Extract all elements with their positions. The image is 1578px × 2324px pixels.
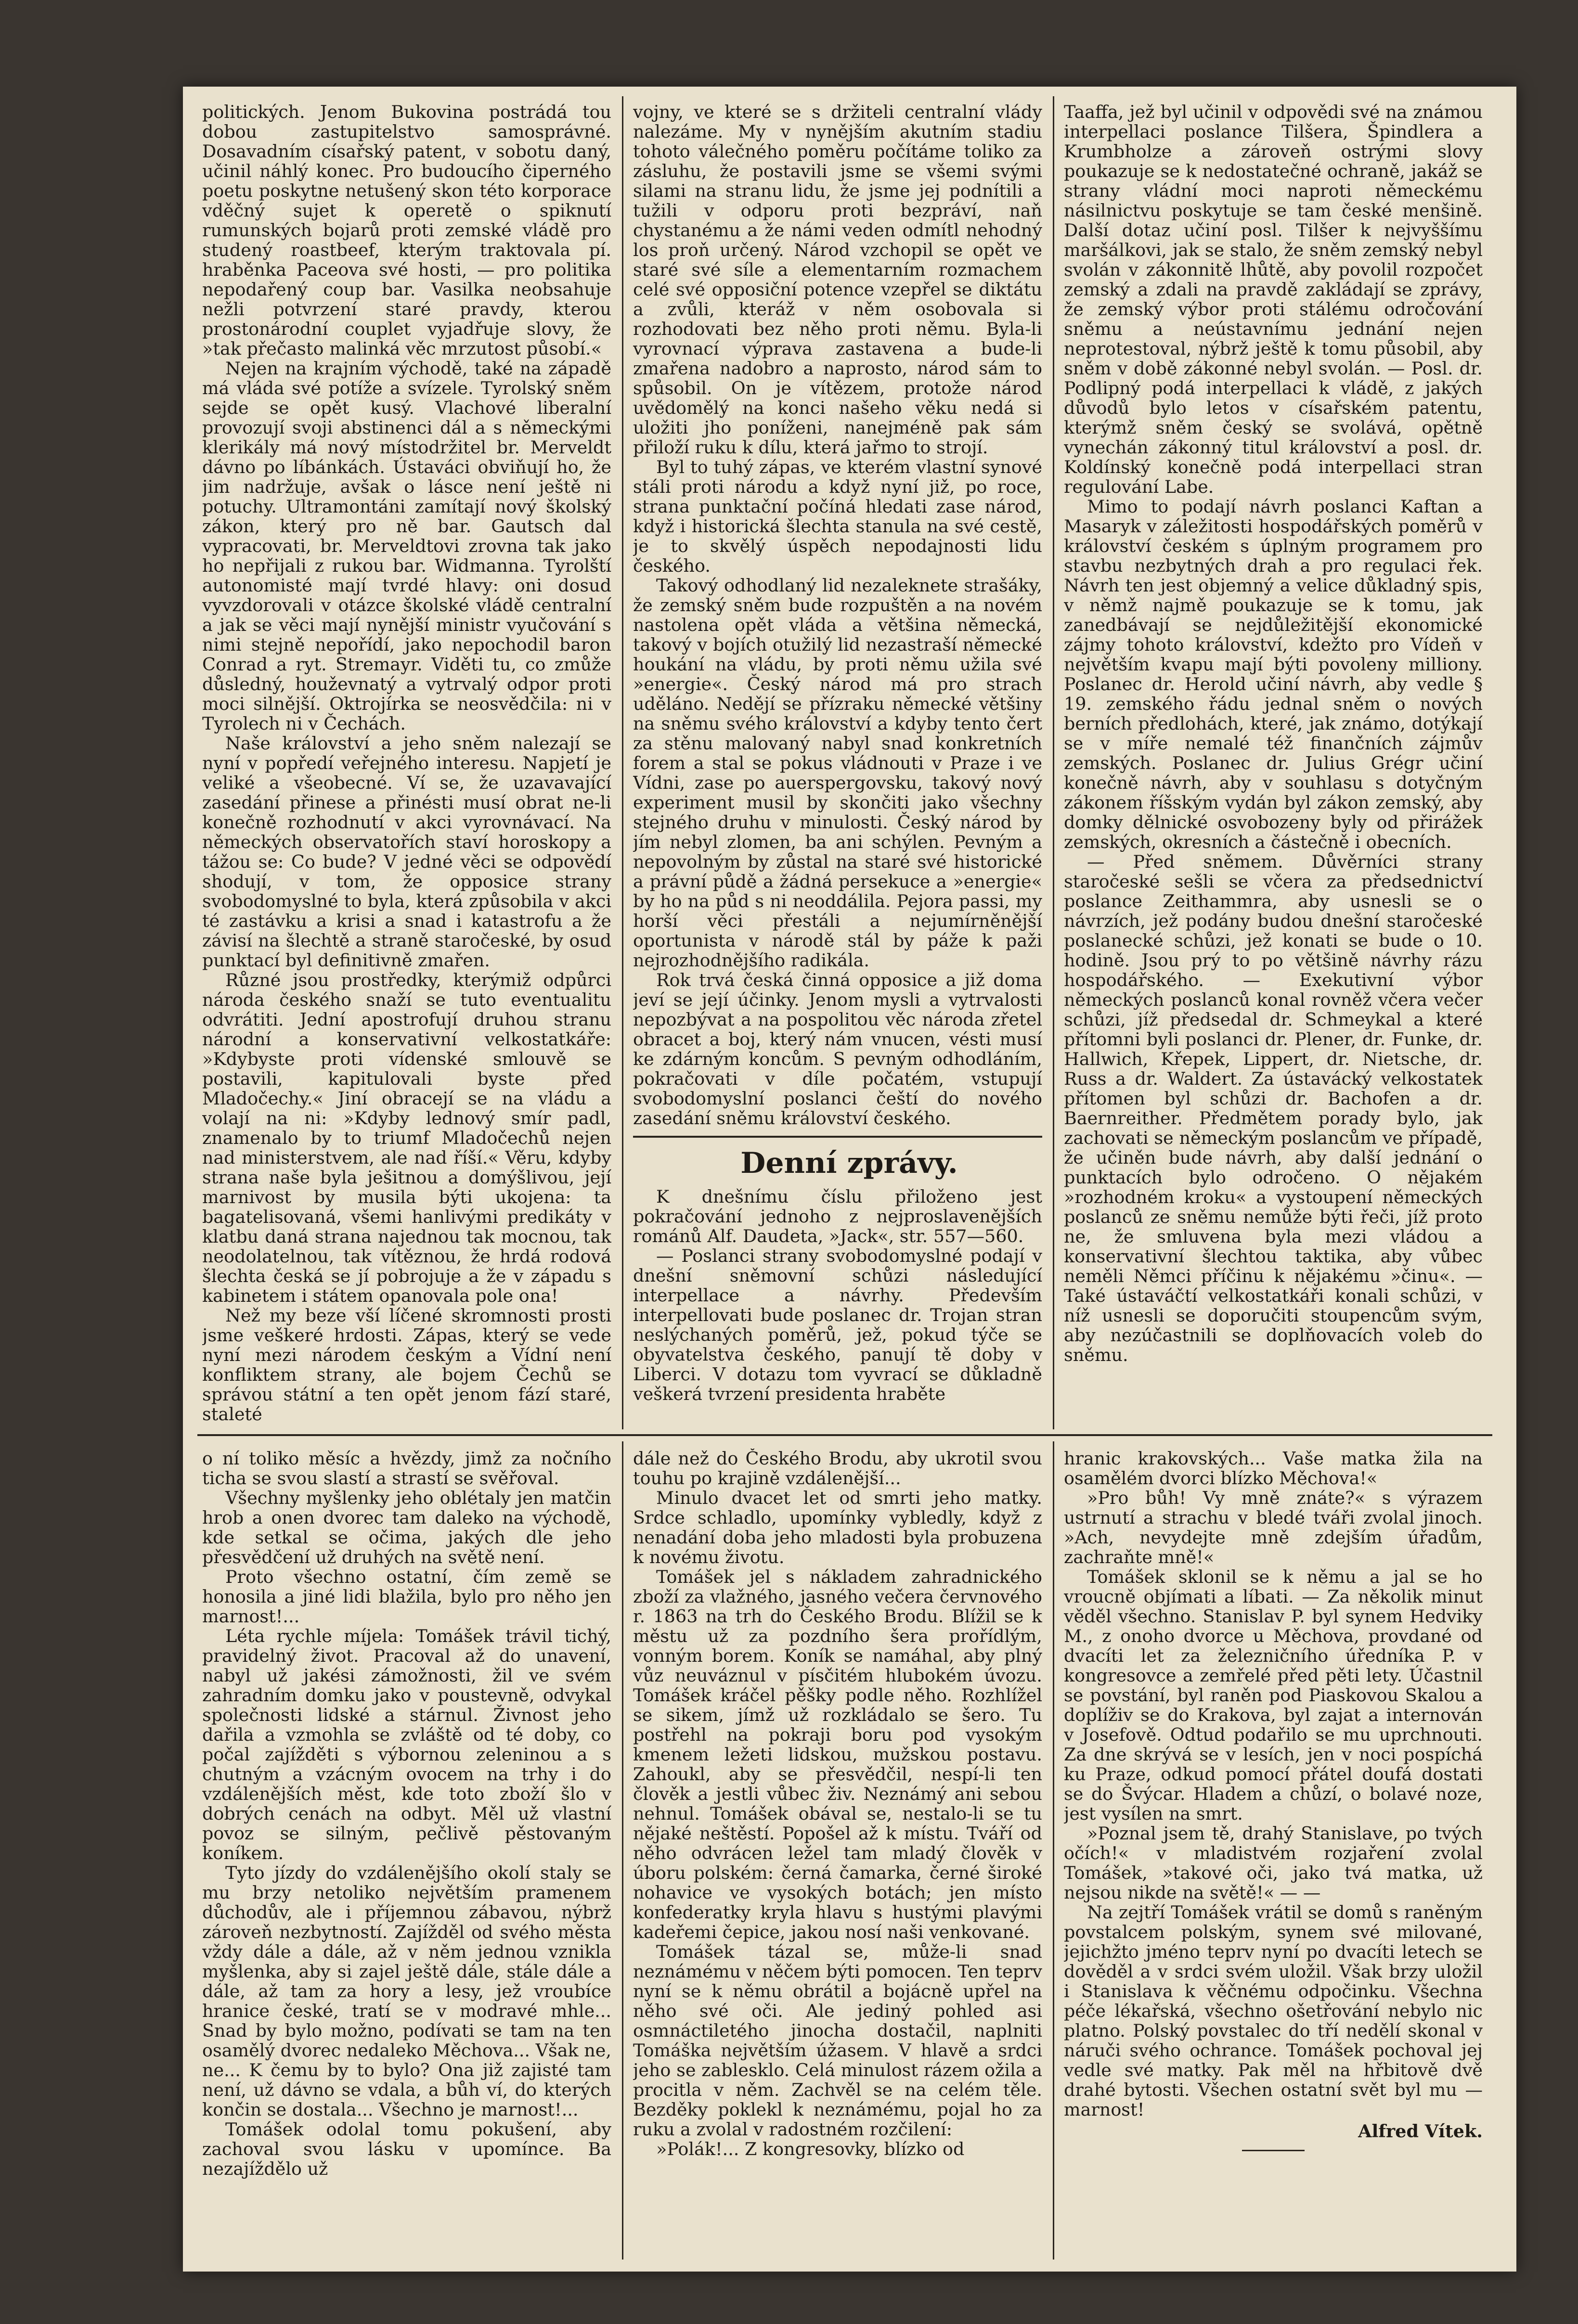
column-divider	[1053, 1441, 1054, 2260]
paragraph: Rok trvá česká činná opposice a již doma jeví se její účinky. Jenom mysli a vytrvalosti nepozbývat a na pospolitou věc národa zřetel obracet a boj, který nám vnucen, vésti musí ke zdárným koncům. S pevným odhodláním, pokračovati v díle počatém, vstupují svobodomyslní poslanci čeští do nového zasedání sněmu království českého.	[633, 970, 1042, 1129]
column-divider	[1053, 96, 1054, 1429]
paragraph: — Poslanci strany svobodomyslné podají v dnešní sněmovní schůzi následující interpellace a návrhy. Především interpellovati bude poslanec dr. Trojan stran neslýchaných poměrů, jež, pokud týče se obyvatelstva českého, panují tě doby v Liberci. V dotazu tom vyvrací se důkladně veškerá tvrzení presidenta hraběte	[633, 1245, 1042, 1404]
column-top-1	[202, 102, 611, 1428]
end-rule	[1242, 2150, 1305, 2151]
paragraph: Všechny myšlenky jeho oblétaly jen matčin hrob a onen dvorec tam daleko na východě, kde setkal se očima, jakých dle jeho přesvědčení už druhých na světě není.	[202, 1488, 611, 1567]
newspaper-page	[183, 87, 1516, 2272]
feuilleton-divider	[197, 1434, 1492, 1436]
paragraph: Než my beze vší líčené skromnosti prosti jsme veškeré hrdosti. Zápas, který se vede nyní mezi národem českým a Vídní není konfliktem strany, ale bojem Čechů se správou státní a ten opět jenom fází staré, staleté	[202, 1305, 611, 1425]
column-divider	[622, 96, 623, 1429]
paragraph: Takový odhodlaný lid nezaleknete strašáky, že zemský sněm bude rozpuštěn a na novém nastolena opět vláda a většina německá, takový v bojích otužilý lid nezastraší německé houkání na vládu, by proti němu užila své »energie«. Český národ má pro strach uděláno. Nedějí se přízraku německé většiny na sněmu svého království a kdyby tento čert za stěnu malovaný nabyl snad konkretních forem a stal se pokus vládnouti v Praze i ve Vídni, zase po auerspergovsku, takový nový experiment musil by skončiti jako všechny stejného druhu v minulosti. Český národ by jím nebyl zlomen, ba ani schýlen. Pevným a nepovolným by zůstal na staré své historické a právní půdě a žádná persekuce a »energie« by ho na půd s ni neoddálila. Pejora passi, my horší věci přestáli a nejumírněnější oportunista v národě stál by páže k paži nejrozhodnějšího radikála.	[633, 575, 1042, 971]
paragraph: Taaffa, jež byl učinil v odpovědi své na známou interpellaci poslance Tilšera, Špindlera a Krumbholze a zároveň ostrými slovy poukazuje se k nedostatečné ochraně, jakáž se strany vládní moci naproti německému násilnictvu poskytuje se tam české menšině. Další dotaz učiní posl. Tilšer k nejvyššímu maršálkovi, jak se stalo, že sněm zemský nebyl svolán v zákonnitě lhůtě, aby povolil rozpočet zemský a zdali na pravdě zakládají se zprávy, že zemský výbor proti stálému odročování sněmu a neústavnímu jednání nejen neprotestoval, nýbrž ještě k tomu působil, aby sněm v době zákonné nebyl svolán. — Posl. dr. Podlipný podá interpellaci k vládě, z jakých důvodů bylo letos v císařském patentu, kterýmž sněm český se svolává, opětně vynechán zákonný titul království a posl. dr. Koldínský konečně podá interpellaci stran regulování Labe.	[1064, 102, 1483, 497]
paragraph: vojny, ve které se s držiteli centralní vlády nalezáme. My v nynějším akutním stadiu tohoto válečného poměru počítáme toliko za zásluhu, že postavili jsme se všemi svými silami na stranu lidu, že jsme jej podnítili a tužili v odporu proti bezpráví, naň chystanému a že námi veden odmítl nehodný los proň určený. Národ vzchopil se opět ve staré své síle a elementarním rozmachem celé své opposiční potence vzepřel se diktátu a zvůli, kteráž v něm osobovala si rozhodovati bez něho proti němu. Byla-li vyrovnací výprava zastavena a bude-li zmařena nadobro a naprosto, národ sám to spůsobil. On je vítězem, protože národ uvědomělý na konci našeho věku nedá si uložiti jho poníženi, nanejméně pak sám přiloží ruku k dílu, která jařmo to strojí.	[633, 102, 1042, 458]
column-divider	[622, 1441, 623, 2260]
paragraph: »Polák!... Z kongresovky, blízko od	[656, 2139, 965, 2159]
paragraph: »Pro bůh! Vy mně znáte?« s výrazem ustrnutí a strachu v bledé tváři zvolal jinoch. »Ach, nevydejte mně zdejším úřadům, zachraňte mně!«	[1064, 1488, 1483, 1567]
paragraph: Tomášek tázal se, může-li snad neznámému v něčem býti pomocen. Ten teprv nyní se k němu obrátil a bojácně upřel na něho své oči. Ale jediný pohled asi osmnáctiletého jinocha dostačil, naplniti Tomáška největším úžasem. V hlavě a srdci jeho se zablesklo. Celá minulost rázem ožila a procitla v něm. Zachvěl se na celém těle. Bezděky poklekl k neznámému, pojal ho za ruku a zvolal v radostném rozčilení:	[633, 1941, 1042, 2140]
column-top-3	[1064, 102, 1483, 1428]
paragraph: Naše království a jeho sněm nalezají se nyní v popředí veřejného interesu. Napjetí je veliké a všeobecné. Ví se, že uzavavající zasedání přinese a přinésti musí obrat ne-li konečně rozhodnutí v akci vyrovnávací. Na německých observatořích staví horoskopy a tážou se: Co bude? V jedné věci se odpovědí shodují, v tom, že opposice strany svobodomyslné to byla, která způsobila v akci té zastávku a krisi a snad i katastrofu a že závisí na šlechtě a straně staročeské, by osud punktací byl definitivně zmařen.	[202, 733, 611, 971]
column-bottom-3	[1064, 1449, 1483, 2257]
paragraph: Tomášek odolal tomu pokušení, aby zachoval svou lásku v upomínce. Ba nezajíždělo už	[202, 2119, 611, 2179]
paragraph: Tomášek sklonil se k němu a jal se ho vroucně objímati a líbati. — Za několik minut věděl všechno. Stanislav P. byl synem Hedviky M., z onoho dvorce u Měchova, provdané od dvacíti let za železničního úředníka P. v kongresovce a zemřelé před pěti lety. Účastnil se povstání, byl raněn pod Piaskovou Skalou a doplíživ se do Krakova, byl zajat a internován v Josefově. Odtud podařilo se mu uprchnouti. Za dne skrývá se v lesích, jen v noci pospíchá ku Praze, odkud pomocí přátel doufá dostati se do Švýcar. Hladem a chůzí, o bolavé noze, jest vysílen na smrt.	[1064, 1566, 1483, 1824]
column-bottom-2	[633, 1449, 1042, 2257]
author-signature: Alfred Vítek.	[1358, 2121, 1483, 2142]
paragraph: Nejen na krajním východě, také na západě má vláda své potíže a svízele. Tyrolský sněm sejde se opět kusý. Vlachové liberalní provozují svoji abstinenci dál a s německými klerikály má nový místodržitel br. Merveldt dávno po líbánkách. Ústaváci obviňují ho, že jim nadržuje, avšak o lásce není ještě ni potuchy. Ultramontáni zamítají nový školský zákon, který pro ně bar. Gautsch dal vypracovati, br. Merveldtovi zrovna tak jako ho nepřijali z rukou bar. Widmanna. Tyrolští autonomisté mají tvrdé hlavy: oni dosud vyvzdorovali v otázce školské vládě centralní a jak se věci mají nynější ministr vyučování s nimi stejně nepořídí, jako nepochodil baron Conrad a ryt. Stremayr. Viděti tu, co zmůže důsledný, houževnatý a vytrvalý odpor proti moci silnější. Oktrojírka se neosvědčila: ni v Tyrolech ni v Čechách.	[202, 358, 611, 734]
paragraph: K dnešnímu číslu přiloženo jest pokračování jednoho z nejproslavenějších románů Alf. Daudeta, »Jack«, str. 557—560.	[633, 1186, 1042, 1246]
paragraph: Na zejtří Tomášek vrátil se domů s raněným povstalcem polským, synem své milované, jejichžto jméno teprv nyní po dvacíti letech se dověděl a v srdci svém uložil. Však brzy uložil i Stanislava k věčnému odpočinku. Všechna péče lékařská, všechno ošetřování nebylo nic platno. Polský povstalec do tří nedělí skonal v náruči svého ochrance. Tomášek pochoval jej vedle své matky. Pak měl na hřbitově dvě drahé bytosti. Všechen ostatní svět byl mu — marnost!	[1064, 1902, 1483, 2120]
paragraph: Různé jsou prostředky, kterýmiž odpůrci národa českého snaží se tuto eventualitu odvrátiti. Jední apostrofují druhou stranu národní a konservativní velkostatkáře: »Kdybyste proti vídenské smlouvě se postavili, kapitulovali byste před Mladočechy.« Jiní obracejí se na vládu a volají na ni: »Kdyby lednový smír padl, znamenalo by to triumf Mladočechů nejen nad ministerstvem, ale nad říší.« Věru, kdyby strana naše byla ješitnou a domýšlivou, její marnivost by musila býti ukojena: ta bagatelisovaná, všemi hanlivými predikáty v klatbu daná strana najednou tak mocnou, tak neodolatelnou, tak vítěznou, že hrdá rodová šlechta česká se jí pobrojuje a že v západu s kabinetem i státem opanovala pole ona!	[202, 970, 611, 1306]
column-bottom-1	[202, 1449, 611, 2257]
paragraph: Minulo dvacet let od smrti jeho matky. Srdce schladlo, upomínky vybledly, když z nenadání doba jeho mladosti byla probuzena k novému životu.	[633, 1488, 1042, 1567]
paragraph: — Před sněmem. Důvěrníci strany staročeské sešli se včera za předsednictví poslance Zeithammra, aby usnesli se o návrzích, jež podány budou dnešní staročeské poslanecké schůzi, jež konati se bude o 10. hodině. Jsou prý to po většině návrhy rázu hospodářského. — Exekutivní výbor německých poslanců konal rovněž včera večer schůzi, jíž předsedal dr. Schmeykal a které přítomni byli poslanci dr. Plener, dr. Funke, dr. Hallwich, Křepek, Lippert, dr. Nietsche, dr. Russ a dr. Waldert. Za ústavácký velkostatek přítomen byl schůzi dr. Bachofen a dr. Baernreither. Předmětem porady bylo, jak zachovati se německým poslancům ve případě, že učiněn bude návrh, aby další jednání o punktacích bylo odročeno. O nějakém »rozhodném kroku« a vystoupení německých poslanců ze sněmu nemůže býti řeči, jíž proto ne, že smluvena byla mezi vládou a konservativní šlechtou taktika, aby vůbec neměli Němci příčinu k nějakému »činu«. — Také ústaváčtí velkostatkáři konali schůzi, v níž usnesli se doporučiti stoupencům svým, aby nezúčastnili se doplňovacích voleb do sněmu.	[1064, 851, 1483, 1365]
paragraph: Proto všechno ostatní, čím země se honosila a jiné lidi blažila, bylo pro něho jen marnost!...	[202, 1566, 611, 1627]
paragraph: hranic krakovských... Vaše matka žila na osamělém dvorci blízko Měchova!«	[1064, 1449, 1483, 1489]
paragraph: politických. Jenom Bukovina postrádá tou dobou zastupitelstvo samosprávné. Dosavadním císařský patent, v sobotu daný, učinil náhlý konec. Pro budoucího čiperného poetu poskytne netušený skon této korporace vděčný sujet k operetě o spiknutí rumunských bojarů proti zemské vládě pro studený roastbeef, kterým traktovala pí. hraběnka Paceova své hosti, — pro politika nepodařený coup bar. Vasilka neobsahuje nežli potvrzení staré pravdy, kterou prostonárodní couplet vyjadřuje slovy, že »tak přečasto malinká věc mrzutost působí.«	[202, 102, 611, 359]
paragraph: »Poznal jsem tě, drahý Stanislave, po tvých očích!« v mladistvém rozjaření zvolal Tomášek, »takové oči, jako tvá matka, už nejsou nikde na světě!« — —	[1064, 1823, 1483, 1903]
section-heading: Denní zprávy.	[740, 1146, 958, 1180]
paragraph: Léta rychle míjela: Tomášek trávil tichý, pravidelný život. Pracoval až do unavení, nabyl už jakési zámožnosti, žil ve svém zahradním domku jako v poustevně, odvykal společnosti lidské a stárnul. Živnost jeho dařila a vzmohla se zvláště od té doby, co počal zajížděti s výbornou zeleninou a s chutným a vzácným ovocem na trhy i do vzdálenějších měst, kde toto zboží šlo v dobrých cenách na odbyt. Měl už vlastní povoz se silným, pečlivě pěstovaným koníkem.	[202, 1626, 611, 1863]
paragraph: Mimo to podají návrh poslanci Kaftan a Masaryk v záležitosti hospodářských poměrů v království českém s úplným programem pro stavbu nezbytných drah a pro regulaci řek. Návrh ten jest objemný a velice důkladný spis, v němž najmě poukazuje se k tomu, jak zanedbávají se nejdůležitější ekonomické zájmy tohoto království, kdežto pro Vídeň v největším kvapu mají býti povoleny milliony. Poslanec dr. Herold učiní návrh, aby vedle § 19. zemského řádu jednal sněm o nových berních předlohách, které, jak známo, dotýkají se v míře nemalé též finančních zájmův zemských. Poslanec dr. Julius Grégr učiní konečně návrh, aby v souhlasu s dotyčným zákonem říšským vydán byl zákon zemský, aby domky dělnické osvobozeny byly od přirážek zemských, okresních a částečně i obecních.	[1064, 496, 1483, 852]
paragraph: dále než do Českého Brodu, aby ukrotil svou touhu po krajině vzdálenější...	[633, 1449, 1042, 1489]
paragraph: Byl to tuhý zápas, ve kterém vlastní synové stáli proti národu a když nyní již, po roce, strana punktační počíná hledati zase národ, když i historická šlechta stanula na své cestě, je to skvělý úspěch nepodajnosti lidu českého.	[633, 457, 1042, 576]
paragraph: o ní toliko měsíc a hvězdy, jimž za nočního ticha se svou slastí a strastí se svěřoval.	[202, 1449, 611, 1489]
paragraph: Tyto jízdy do vzdálenějšího okolí staly se mu brzy netoliko největším pramenem důchodův, ale i příjemnou zábavou, nýbrž zároveň nezbytností. Zajížděl od svého města vždy dále a dále, až v něm jednou vznikla myšlenka, aby si zajel ještě dále, stále dále a dále, až tam za hory a lesy, jež vroubíce hranice české, tratí se v modravé mhle... Snad by bylo možno, podívati se tam na ten osamělý dvorec nedaleko Měchova... Však ne, ne... K čemu by to bylo? Ona již zajisté tam není, už dávno se vdala, a bůh ví, do kterých končin se dostala... Všechno je marnost!...	[202, 1862, 611, 2120]
paragraph: Tomášek jel s nákladem zahradnického zboží za vlažného, jasného večera červnového r. 1863 na trh do Českého Brodu. Blížil se k městu už za pozdního šera prořídlým, vonným borem. Koník se namáhal, aby plný vůz neuváznul v písčitém hlubokém úvozu. Tomášek kráčel pěšky podle něho. Rozhlížel se sikem, jímž už rozkládalo se šero. Tu postřehl na pokraji boru pod vysokým kmenem ležeti lidskou, mužskou postavu. Zahoukl, aby se přesvědčil, nespí-li ten člověk a jestli vůbec živ. Neznámý ani sebou nehnul. Tomášek obával se, nestalo-li se tu nějaké neštěstí. Popošel až k místu. Tváří od něho odvrácen ležel tam mladý člověk v úboru polském: černá čamarka, černé široké nohavice ve vysokých botách; jen místo konfederatky kryla hlavu s hustými plavými kadeřemi čepice, jakou nosí naši venkované.	[633, 1566, 1042, 1942]
column-top-2	[633, 102, 1042, 1428]
section-rule	[633, 1136, 1042, 1138]
